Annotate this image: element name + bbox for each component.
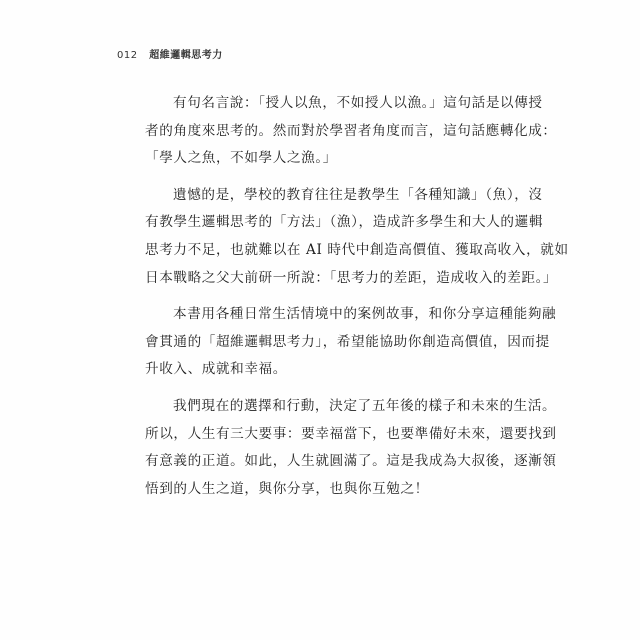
text-line: 本書用各種日常生活情境中的案例故事，和你分享這種能夠融 [173,306,557,323]
text-line: 「學人之魚，不如學人之漁。」 [145,150,337,167]
body-text [145,90,569,512]
text-line: 悟到的人生之道，與你分享，也與你互勉之！ [145,480,429,497]
text-line: 有教學生邏輯思考的「方法」（漁），造成許多學生和大人的邏輯 [145,214,544,231]
running-header [117,46,223,61]
text-line: 遺憾的是，學校的教育往往是教學生「各種知識」（魚），沒 [173,186,543,203]
text-line: 所以，人生有三大要事：要幸福當下，也要準備好未來，還要找到 [145,425,557,442]
text-line: 升收入、成就和幸福。 [145,361,287,378]
text-line: 有意義的正道。如此，人生就圓滿了。這是我成為大叔後，逐漸領 [145,453,557,470]
text-line: 有句名言說：「授人以魚，不如授人以漁。」這句話是以傳授 [173,95,543,111]
text-line: 我們現在的選擇和行動，決定了五年後的樣子和未來的生活。 [173,397,557,414]
paragraph [145,90,557,173]
paragraph [145,301,557,384]
text-line: 日本戰略之父大前研一所說：「思考力的差距，造成收入的差距。」 [145,269,558,286]
text-line: 會貫通的「超維邏輯思考力」，希望能協助你創造高價值，因而提 [145,333,550,350]
book-title: 超維邏輯思考力 [149,50,223,61]
text-line: 思考力不足，也就難以在 AI 時代中創造高價值、獲取高收入，就如 [145,241,569,258]
text-line: 者的角度來思考的。然而對於學習者角度而言，這句話應轉化成： [145,122,557,139]
page-number: 012 [117,50,138,61]
paragraph [145,182,569,292]
paragraph [145,393,557,503]
